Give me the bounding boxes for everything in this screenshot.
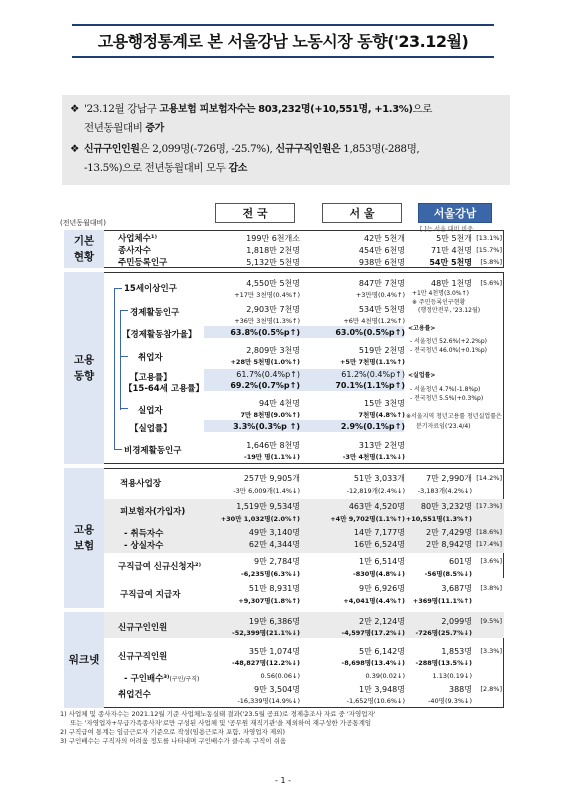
footnote-1-cont: 또는 '자영업자+무급가족종사자'로만 구성된 사업체 및 '공무원 재직기관'을 제외하여 재구성한 가공통계임 xyxy=(70,719,372,727)
cell-gangnam-share: [3.6%] xyxy=(480,557,502,565)
cell-national: 69.2%(0.7%p↑) xyxy=(230,381,300,390)
note-unrate-item: - 전국청년 5.5%(+0.3%p) xyxy=(410,395,484,402)
cell-national-change: +30만 1,032명(2.0%↑) xyxy=(220,515,300,523)
cell-seoul-change: -3만 4천명(1.1%↓) xyxy=(342,453,405,461)
summary-text: 전년동월대비 xyxy=(84,122,146,134)
diamond-bullet-icon: ❖ xyxy=(70,143,80,155)
summary-point-1 xyxy=(70,100,502,138)
section-label-line: 고용 xyxy=(73,354,95,366)
col-header-seoul: 서 울 xyxy=(322,203,402,223)
tree-branch xyxy=(120,408,128,409)
cell-gangnam-change: -56명(8.5%↓) xyxy=(424,570,472,578)
summary-text: -13.5%)으로 전년동월대비 모두 xyxy=(84,162,229,174)
cell-gangnam: 5만 5천개 xyxy=(436,234,472,243)
row-label-pop15: 15세이상인구 xyxy=(124,284,177,294)
tree-branch xyxy=(114,288,122,289)
title-bottom-rule xyxy=(72,56,494,58)
cell-seoul-change: +3만명(0.4%↑) xyxy=(355,291,405,299)
cell-gangnam-share: [13.1%] xyxy=(476,234,502,242)
cell-national-change: +9,307명(1.8%↑) xyxy=(238,597,300,605)
summary-point-2 xyxy=(70,140,502,178)
cell-gangnam-change: +1만 4천명(3.0%↑) xyxy=(412,290,469,297)
tree-branch xyxy=(120,356,128,357)
cell-seoul: 16만 6,524명 xyxy=(353,540,405,549)
page-title: 고용행정통계로 본 서울강남 노동시장 동향('23.12월) xyxy=(97,32,469,51)
cell-national: 9만 2,784명 xyxy=(254,557,300,566)
cell-national-change: -52,399명(21.1%↓) xyxy=(232,629,300,637)
row-label-seekers: 신규구직인원 xyxy=(118,652,168,662)
cell-national: 94만 4천명 xyxy=(259,399,300,408)
note-emprate-heading: <고용률> xyxy=(408,325,436,332)
cell-seoul-change: +4,041명(4.4%↑) xyxy=(343,597,405,605)
row-label-inactive: 비경제활동인구 xyxy=(124,446,182,456)
cell-national: 62만 4,344명 xyxy=(248,540,300,549)
row-label-payments: 구직급여 지급자 xyxy=(120,590,181,600)
row-label-participation: 【경제활동참가율】 xyxy=(122,330,197,340)
cell-seoul-change: +5만 7천명(1.1%↑) xyxy=(339,358,405,366)
cell-national: 49만 3,140명 xyxy=(248,528,300,537)
row-label-workplaces: 적용사업장 xyxy=(120,479,162,489)
cell-seoul: 61.2%(0.4%p↑) xyxy=(341,370,405,379)
tree-branch xyxy=(120,310,128,311)
cell-national-change: -48,827명(12.2%↓) xyxy=(232,659,300,667)
cell-seoul: 70.1%(1.1%p↑) xyxy=(335,381,405,390)
cell-gangnam-share: [18.6%] xyxy=(476,528,502,536)
row-label-active: 경제활동인구 xyxy=(130,308,180,318)
unit-label: (전년동월대비) xyxy=(60,219,107,227)
note-unrate-heading: <실업률> xyxy=(408,372,436,379)
col-header-national: 전 국 xyxy=(215,203,295,223)
cell-national: 199만 6천개소 xyxy=(246,234,300,243)
footnote-3: 3) 구인배수는 구직자의 어려움 정도를 나타내며 구인배수가 클수록 구직이 쉬움 xyxy=(60,737,287,745)
summary-text: 으로 xyxy=(412,103,433,115)
cell-gangnam-change: -40명(9.3%↓) xyxy=(428,697,472,705)
cell-seoul: 847만 7천명 xyxy=(358,279,405,288)
cell-gangnam: 54만 5천명 xyxy=(429,258,472,267)
title-top-rule xyxy=(72,24,494,26)
cell-seoul-change: +6만 4천명(1.2%↑) xyxy=(343,317,405,325)
summary-box xyxy=(62,95,510,185)
cell-gangnam: 7만 2,990개 xyxy=(426,474,472,483)
cell-seoul: 534만 5천명 xyxy=(358,305,405,314)
cell-national: 3.3%(0.3%p ↑) xyxy=(233,422,300,431)
note-population-source: (행정안전부, '23.12월) xyxy=(418,307,481,314)
cell-seoul-change: -12,819개(2.4%↓) xyxy=(346,487,405,495)
cell-national: 5,132만 5천명 xyxy=(246,258,300,267)
cell-seoul: 14만 7,177명 xyxy=(353,528,405,537)
cell-seoul: 2만 2,124명 xyxy=(359,617,405,626)
note-youth-source: ※서울지역 청년고용률 청년실업률은 xyxy=(406,413,502,420)
cell-national-change: +28만 5천명(1.0%↑) xyxy=(230,358,300,366)
cell-seoul-change: +4만 9,702명(1.1%↑) xyxy=(330,515,405,523)
cell-gangnam-share: [9.5%] xyxy=(480,617,502,625)
row-label-placed: 취업건수 xyxy=(118,690,151,700)
summary-text: 1,853명(-288명, xyxy=(340,143,420,155)
col-header-gangnam: 서울강남 xyxy=(418,203,492,223)
page-number: - 1 - xyxy=(275,776,291,785)
row-label-openings: 신규구인인원 xyxy=(118,623,168,633)
note-unrate-item: - 서울청년 4.7%(-1.8%p) xyxy=(410,386,481,393)
cell-gangnam: 71만 4천명 xyxy=(431,246,472,255)
cell-gangnam-share: [3.3%] xyxy=(480,647,502,655)
cell-gangnam: 2,099명 xyxy=(441,617,472,626)
cell-gangnam-share: [3.8%] xyxy=(480,584,502,592)
cell-gangnam: 2만 8,942명 xyxy=(426,540,472,549)
note-population-source: ※ 주민등록인구현황 xyxy=(412,299,466,306)
cell-seoul: 519만 2천명 xyxy=(358,346,405,355)
cell-national: 1,519만 9,534명 xyxy=(236,502,300,511)
cell-gangnam-change: -726명(25.7%↓) xyxy=(415,629,472,637)
summary-bold: 신규구직인원은 xyxy=(275,144,341,155)
summary-bold: 신규구인인원 xyxy=(84,144,140,155)
row-label-claims: 구직급여 신규신청자²⁾ xyxy=(118,562,202,572)
cell-national: 35만 1,074명 xyxy=(248,647,300,656)
section-label-line: 현황 xyxy=(73,251,95,263)
cell-seoul: 454만 6천명 xyxy=(358,246,405,255)
title-box xyxy=(72,24,494,58)
section-label-line: 동향 xyxy=(73,370,95,382)
row-label-insured: 피보험자(가입자) xyxy=(120,507,186,517)
cell-gangnam: 48만 1천명 xyxy=(431,279,472,288)
cell-gangnam: 2만 7,429명 xyxy=(426,528,472,537)
note-emprate-item: - 전국청년 46.0%(+0.1%p) xyxy=(410,347,487,354)
row-label-emprate: 【고용률】 xyxy=(130,373,172,383)
tree-branch xyxy=(114,449,122,450)
cell-gangnam-share: [2.8%] xyxy=(480,685,502,693)
cell-national-change: +36만 3천명(1.3%↑) xyxy=(234,317,300,325)
cell-gangnam-share: [5.8%] xyxy=(480,258,502,266)
note-youth-source: 분기자료임('23.4/4) xyxy=(416,423,471,430)
section-label-worknet: 워크넷 xyxy=(64,612,104,708)
cell-seoul: 42만 5천개 xyxy=(364,234,405,243)
cell-national: 2,903만 7천명 xyxy=(246,305,300,314)
cell-national: 257만 9,905개 xyxy=(243,474,300,483)
cell-seoul: 9만 6,926명 xyxy=(359,584,405,593)
cell-seoul: 0.39(0.02↓) xyxy=(365,672,405,680)
summary-text: '23.12월 강남구 xyxy=(84,103,160,115)
cell-national-change: -19만 명(1.1%↓) xyxy=(244,453,300,461)
cell-seoul: 63.0%(0.5%p↑) xyxy=(335,328,405,337)
cell-gangnam-change: -3,183개(4.2%↓) xyxy=(417,487,472,495)
cell-seoul-change: -1,652명(10.6%↓) xyxy=(346,697,405,705)
cell-gangnam-share: [14.2%] xyxy=(476,474,502,482)
cell-national: 1,646만 8천명 xyxy=(246,441,300,450)
row-label-acquire: - 취득자수 xyxy=(124,529,164,539)
cell-national-change: -16,339명(14.9%↓) xyxy=(237,697,300,705)
cell-gangnam-change: +369명(11.1%↑) xyxy=(412,597,472,605)
ratio-label: - 구인배수³⁾ xyxy=(124,674,170,684)
row-label-unrate: 【실업률】 xyxy=(130,424,172,434)
cell-seoul: 938만 6천명 xyxy=(358,258,405,267)
cell-gangnam-share: [15.7%] xyxy=(476,246,502,254)
cell-national: 0.56(0.06↓) xyxy=(260,672,300,680)
ratio-label-sub: (구인/구직) xyxy=(169,676,200,683)
cell-national: 9만 3,504명 xyxy=(254,685,300,694)
row-label-ratio xyxy=(124,672,199,684)
cell-national-change: -6,235명(6.3%↓) xyxy=(241,570,300,578)
cell-seoul-change: -4,597명(17.2%↓) xyxy=(341,629,405,637)
section-label-insurance xyxy=(64,468,104,608)
row-label-employed: 취업자 xyxy=(138,353,163,363)
cell-gangnam-change: +10,551명(1.3%↑) xyxy=(405,515,472,523)
cell-national: 63.8%(0.5%p↑) xyxy=(230,328,300,337)
cell-national-change: -3만 6,009개(1.4%↓) xyxy=(233,487,300,495)
cell-national: 4,550만 5천명 xyxy=(246,279,300,288)
section-label-basic xyxy=(64,230,104,268)
cell-national: 1,818만 2천명 xyxy=(246,246,300,255)
cell-seoul: 1만 6,514명 xyxy=(359,557,405,566)
cell-gangnam-share: [17.4%] xyxy=(476,540,502,548)
summary-text: 은 2,099명(-726명, -25.7%), xyxy=(139,143,276,155)
row-label-emprate1564: 【15-64세 고용률】 xyxy=(124,384,204,394)
cell-seoul: 2.9%(0.1%p↑) xyxy=(340,422,405,431)
cell-seoul: 5만 6,142명 xyxy=(359,647,405,656)
diamond-bullet-icon: ❖ xyxy=(70,103,80,115)
tree-line xyxy=(120,310,121,410)
cell-gangnam-change: -288명(13.5%↓) xyxy=(415,659,472,667)
cell-seoul-change: -830명(4.8%↓) xyxy=(353,570,405,578)
cell-national: 61.7%(0.4%p↑) xyxy=(236,370,300,379)
summary-bold: 증가 xyxy=(145,123,164,134)
section-label-line: 보험 xyxy=(73,540,95,552)
section-label-line: 고용 xyxy=(73,524,95,536)
note-emprate-item: - 서울청년 52.6%(+2.2%p) xyxy=(410,338,487,345)
summary-bold: 감소 xyxy=(228,163,247,174)
cell-gangnam: 388명 xyxy=(449,685,472,694)
cell-national-change: 7만 8천명(9.0%↑) xyxy=(240,411,300,419)
cell-gangnam: 80만 3,232명 xyxy=(420,502,472,511)
footnote-2: 2) 구직급여 통계는 임금근로자 기준으로 작성(임용근로자 포함, 자영업자 제외) xyxy=(60,728,285,736)
footnote-1: 1) 사업체 및 종사자수는 2021.12월 기준 사업체노동실태 결과('23.5월 공표)로 경제총조사 자료 중 '자영업자' xyxy=(60,710,376,718)
row-label-businesses: 사업체수¹⁾ xyxy=(118,234,158,244)
row-label-population: 주민등록인구 xyxy=(118,258,168,268)
cell-national: 19만 6,386명 xyxy=(248,617,300,626)
unit-note: [ ]는 서울 대비 비중 xyxy=(420,226,473,233)
row-label-lose: - 상실자수 xyxy=(124,541,164,551)
cell-seoul-change: 7천명(4.8%↑) xyxy=(358,411,405,419)
cell-gangnam-share: [17.3%] xyxy=(476,502,502,510)
summary-bold: 고용보험 피보험자수는 803,232명(+10,551명, +1.3%) xyxy=(159,104,413,115)
cell-seoul: 463만 4,520명 xyxy=(348,502,405,511)
tree-line xyxy=(114,288,115,450)
row-label-unemployed: 실업자 xyxy=(138,406,163,416)
cell-national: 51만 8,931명 xyxy=(248,584,300,593)
cell-gangnam: 1,853명 xyxy=(441,647,472,656)
cell-seoul-change: -8,698명(13.4%↓) xyxy=(341,659,405,667)
cell-gangnam-share: [5.6%] xyxy=(480,279,502,287)
section-label-line: 기본 xyxy=(73,235,95,247)
cell-gangnam: 601명 xyxy=(449,557,472,566)
cell-seoul: 51만 3,033개 xyxy=(353,474,405,483)
cell-gangnam: 1.13(0.19↓) xyxy=(432,672,472,680)
cell-gangnam: 3,687명 xyxy=(441,584,472,593)
cell-national-change: +17만 3천명(0.4%↑) xyxy=(234,291,300,299)
cell-seoul: 1만 3,948명 xyxy=(359,685,405,694)
cell-seoul: 313만 2천명 xyxy=(358,441,405,450)
section-label-employment xyxy=(64,272,104,464)
cell-national: 2,809만 3천명 xyxy=(246,346,300,355)
cell-seoul: 15만 3천명 xyxy=(364,399,405,408)
row-label-workers: 종사자수 xyxy=(118,246,151,256)
